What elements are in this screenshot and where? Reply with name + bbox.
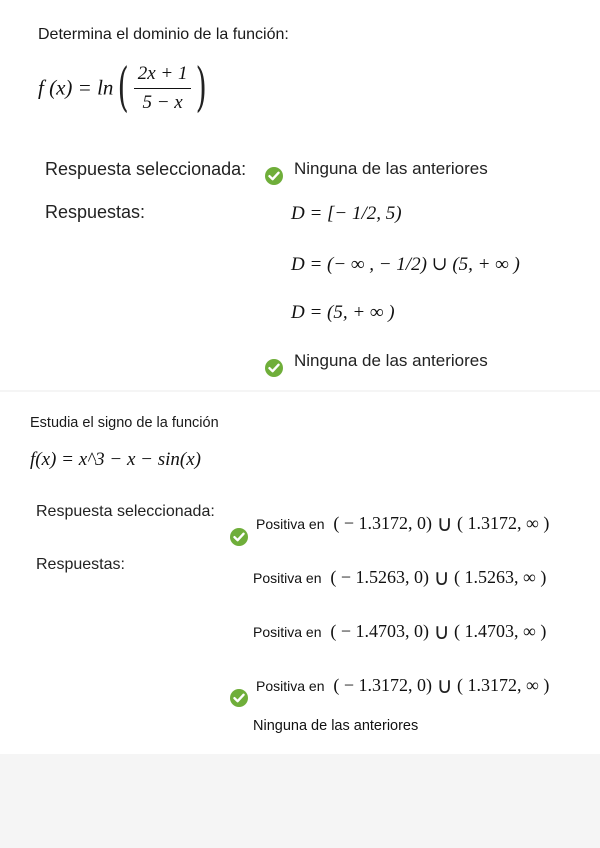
question-1-prompt: Determina el dominio de la función: (38, 26, 289, 43)
answer-option: D = (− ∞ , − 1/2) ∪ (5, + ∞ ) (291, 254, 520, 275)
interval-right: ( 1.3172, ∞ ) (457, 675, 550, 695)
selected-answer (256, 512, 549, 537)
formula-numerator: 2x + 1 (134, 63, 192, 89)
question-2-formula: f(x) = x^3 − x − sin(x) (30, 449, 201, 470)
union-symbol: ∪ (433, 620, 450, 645)
right-paren: ) (196, 58, 208, 118)
check-circle-icon (265, 167, 283, 185)
answers-label: Respuestas: (36, 556, 125, 573)
union-symbol: ∪ (436, 512, 453, 537)
interval-left: ( − 1.3172, 0) (333, 675, 433, 695)
interval-left: ( − 1.5263, 0) (330, 567, 430, 587)
selected-answer-label: Respuesta seleccionada: (45, 159, 247, 179)
answer-option (253, 566, 546, 591)
answers-label: Respuestas: (45, 202, 146, 222)
answer-prefix: Positiva en (256, 516, 325, 532)
left-paren: ( (117, 58, 130, 118)
answer-option: D = (5, + ∞ ) (291, 302, 395, 323)
answer-prefix: Positiva en (256, 678, 325, 694)
question-1-card (0, 0, 600, 390)
answer-option: Ninguna de las anteriores (294, 351, 488, 370)
answer-option: D = [− 1/2, 5) (291, 203, 402, 224)
question-1-formula (38, 58, 212, 128)
union-symbol: ∪ (433, 566, 450, 591)
interval-right: ( 1.4703, ∞ ) (454, 621, 547, 641)
interval-left: ( − 1.3172, 0) (333, 513, 433, 533)
formula-denominator: 5 − x (142, 91, 183, 113)
check-circle-icon (265, 359, 283, 377)
interval-right: ( 1.3172, ∞ ) (457, 513, 550, 533)
answer-option (256, 674, 549, 699)
answer-option: Ninguna de las anteriores (253, 718, 419, 734)
formula-lhs: f (x) = ln (38, 75, 114, 100)
union-symbol: ∪ (436, 674, 453, 699)
answer-prefix: Positiva en (253, 570, 322, 586)
selected-answer: Ninguna de las anteriores (294, 159, 488, 178)
check-circle-icon (230, 528, 248, 546)
answer-prefix: Positiva en (253, 624, 322, 640)
interval-right: ( 1.5263, ∞ ) (454, 567, 547, 587)
question-2-card (0, 392, 600, 754)
formula-fraction (134, 63, 192, 114)
answer-option (253, 620, 546, 645)
check-circle-icon (230, 689, 248, 707)
selected-answer-label: Respuesta seleccionada: (36, 503, 215, 520)
interval-left: ( − 1.4703, 0) (330, 621, 430, 641)
question-2-prompt: Estudia el signo de la función (30, 415, 219, 431)
